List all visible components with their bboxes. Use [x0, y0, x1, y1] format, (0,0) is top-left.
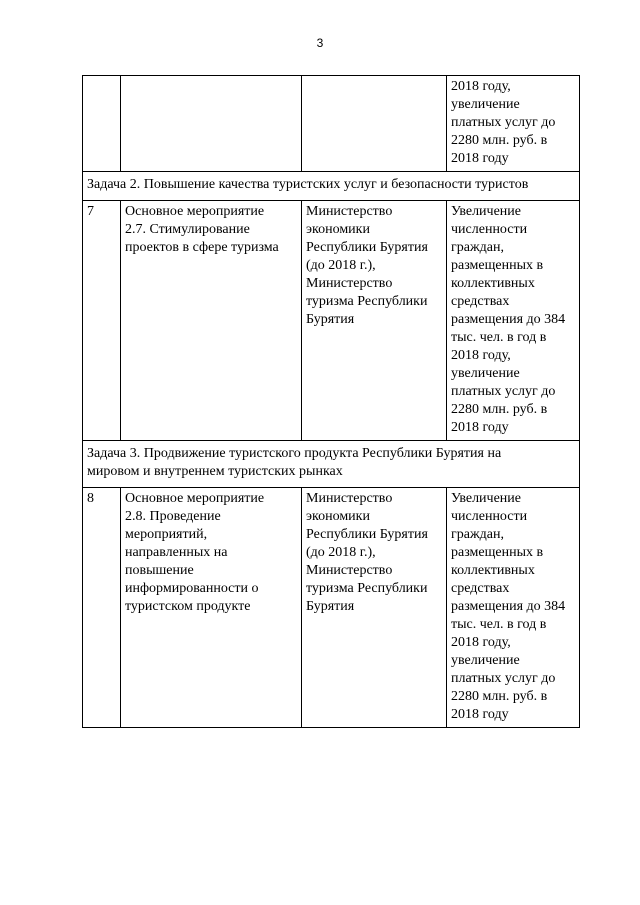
cell-result: Увеличение численности граждан, размещенных в коллективных средствах размещения до 384 тыс. чел. в год в 2018 году, увеличение платных услуг до 2280 млн. руб. в 2018 году [447, 201, 580, 441]
measures-table [82, 75, 580, 728]
cell-executor: Министерство экономики Республики Бурятия (до 2018 г.), Министерство туризма Республики Бурятия [302, 201, 447, 441]
table-row [83, 488, 580, 728]
cell-number [83, 76, 121, 172]
cell-result: Увеличение численности граждан, размещенных в коллективных средствах размещения до 384 тыс. чел. в год в 2018 году, увеличение платных услуг до 2280 млн. руб. в 2018 году [447, 488, 580, 728]
cell-activity: Основное мероприятие 2.8. Проведение мероприятий, направленных на повышение информированности о туристском продукте [121, 488, 302, 728]
cell-executor: Министерство экономики Республики Бурятия (до 2018 г.), Министерство туризма Республики Бурятия [302, 488, 447, 728]
cell-number: 8 [83, 488, 121, 728]
cell-activity: Основное мероприятие 2.7. Стимулирование проектов в сфере туризма [121, 201, 302, 441]
cell-executor [302, 76, 447, 172]
cell-activity [121, 76, 302, 172]
cell-result: 2018 году, увеличение платных услуг до 2280 млн. руб. в 2018 году [447, 76, 580, 172]
table-row [83, 76, 580, 172]
task-heading: Задача 3. Продвижение туристского продукта Республики Бурятия на мировом и внутреннем туристских рынках [83, 441, 580, 488]
table-row [83, 201, 580, 441]
task-heading-row [83, 441, 580, 488]
task-heading: Задача 2. Повышение качества туристских услуг и безопасности туристов [83, 172, 580, 201]
page-number: 3 [316, 36, 324, 50]
task-heading-row [83, 172, 580, 201]
cell-number: 7 [83, 201, 121, 441]
